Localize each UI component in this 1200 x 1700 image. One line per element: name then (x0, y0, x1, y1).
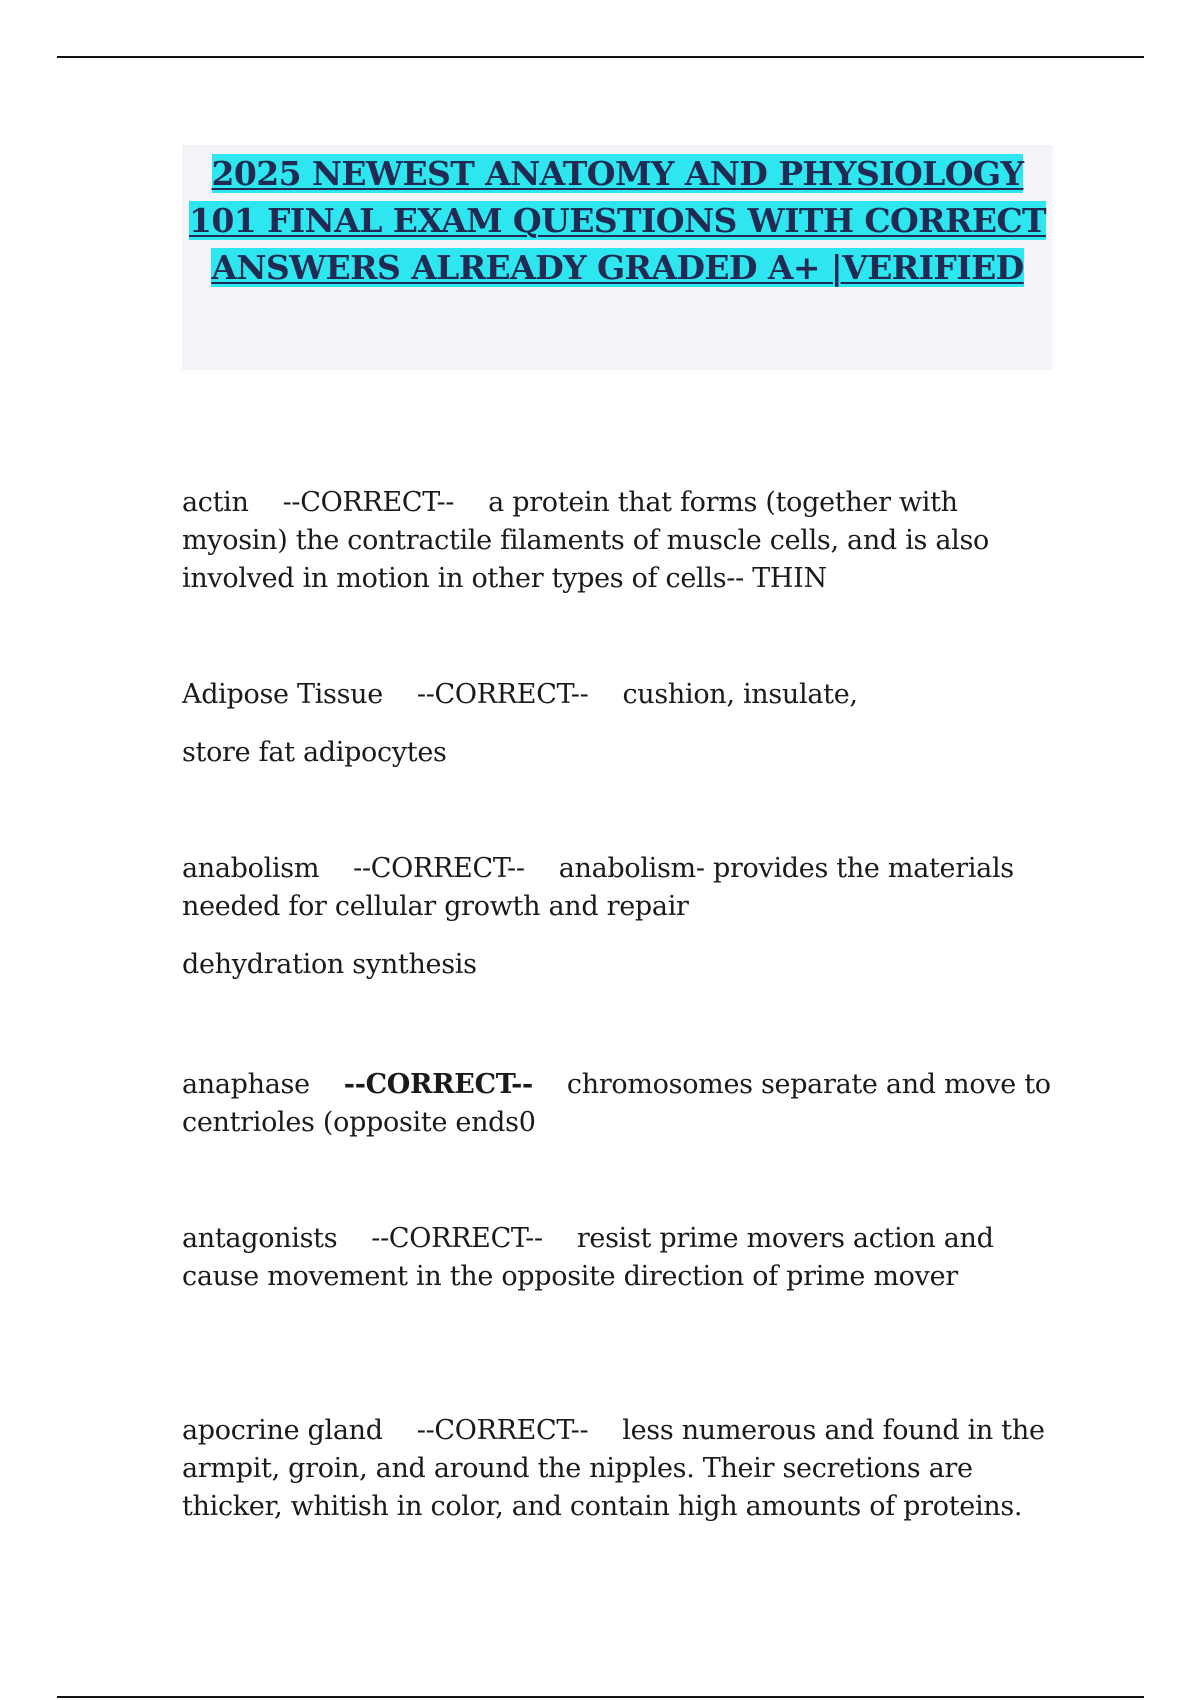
entry-definition: chromosomes separate and move to centrioles (opposite ends0 (182, 1069, 1051, 1138)
flashcard-entry (182, 1220, 1062, 1296)
flashcard-entry (182, 1066, 1062, 1142)
entry-separator: --CORRECT-- (371, 1223, 543, 1254)
entry-extra: store fat adipocytes (182, 737, 447, 768)
flashcard-entry (182, 484, 1062, 598)
entry-separator: --CORRECT-- (416, 1415, 589, 1446)
entry-definition: resist prime movers action and cause movement in the opposite direction of prime mover (182, 1223, 994, 1292)
entry-definition: anabolism- provides the materials needed for cellular growth and repair (182, 853, 1014, 922)
entry-separator: --CORRECT-- (343, 1069, 533, 1100)
bottom-rule (57, 1696, 1144, 1698)
entry-term: actin (182, 487, 249, 518)
entry-extra: dehydration synthesis (182, 949, 477, 980)
entry-separator: --CORRECT-- (416, 679, 589, 710)
document-title (182, 145, 1053, 291)
top-rule (57, 56, 1144, 58)
title-box (182, 145, 1053, 370)
title-line: 2025 NEWEST ANATOMY AND PHYSIOLOGY (211, 154, 1024, 193)
entry-separator: --CORRECT-- (353, 853, 525, 884)
entry-term: antagonists (182, 1223, 338, 1254)
entry-definition: a protein that forms (together with myosin) the contractile filaments of muscle cells, and is also involved in motion in other types of cells-- THIN (182, 487, 990, 594)
title-line: ANSWERS ALREADY GRADED A+ |VERIFIED (211, 248, 1024, 287)
title-line: 101 FINAL EXAM QUESTIONS WITH CORRECT (189, 201, 1046, 240)
entry-term: anabolism (182, 853, 320, 884)
entry-term: Adipose Tissue (182, 679, 383, 710)
entry-definition: cushion, insulate, (622, 679, 858, 710)
entry-separator: --CORRECT-- (282, 487, 455, 518)
flashcard-entry (182, 1412, 1062, 1526)
entry-term: anaphase (182, 1069, 310, 1100)
entry-definition: less numerous and found in the armpit, groin, and around the nipples. Their secretions are thicker, whitish in color, and contain high amounts of proteins. (182, 1415, 1045, 1522)
flashcard-entry (182, 850, 1062, 984)
flashcard-entry (182, 676, 858, 772)
entry-term: apocrine gland (182, 1415, 383, 1446)
